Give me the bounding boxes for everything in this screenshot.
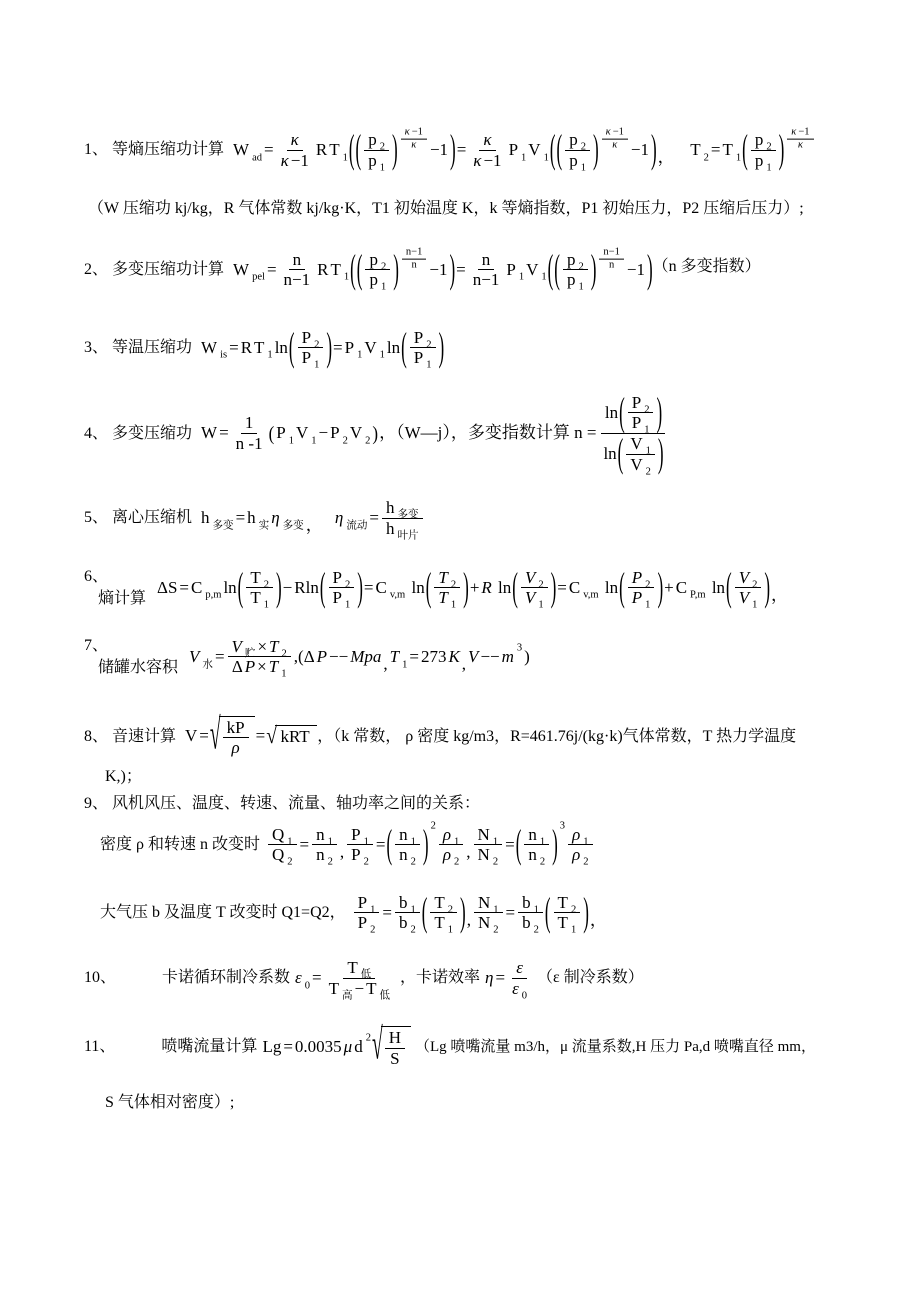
item-7-number: 7、 bbox=[84, 637, 109, 655]
item-2 bbox=[84, 246, 864, 293]
item-10 bbox=[84, 958, 864, 1001]
item-9-line-2-prefix: 大气压 b 及温度 T 改变时 Q1=Q2， bbox=[100, 904, 346, 922]
item-11-prefix: 喷嘴流量计算 bbox=[161, 1038, 258, 1056]
tank-water-volume-formula: V 水 = V 贮 × T 2 Δ P × T 1 ,(Δ P −− Mpa , T 1 = 273 K , V −− m 3 ) bbox=[189, 636, 530, 680]
item-1-label: 1、 等熵压缩功计算 bbox=[84, 141, 225, 159]
polytropic-work-formula: W pel = $\frac{n}{n-1}$ R T 1 ( ( p 2 p 1 ) $\frac{n-1}{n}$ −1 ) = $\frac{n}{n-1}$ P 1 V 1 ( ( p 2 p 1 ) $\frac{n-1}{n}$ −1 ) bbox=[233, 246, 653, 293]
item-4 bbox=[84, 389, 864, 477]
item-6-number: 6、 bbox=[84, 568, 109, 586]
item-10-prefix: 卡诺循环制冷系数 bbox=[162, 969, 291, 987]
item-3 bbox=[84, 324, 864, 371]
isothermal-work-formula: W is = R T 1 ln ( P 2 P 1 ) = P 1 V 1 ln ( P 2 P 1 ) bbox=[201, 324, 445, 371]
item-8 bbox=[84, 712, 864, 760]
item-8-note: ，（k 常数， ρ 密度 kg/m3，R=461.76j/(kg·k)气体常数，T 热力学温度 bbox=[317, 727, 797, 745]
fan-speed-density-formula: Q 1 Q 2 = n 1 n 2 , P 1 P 2 = ( n 1 n 2 ) 2 ρ 1 ρ 2 , N 1 N 2 = ( n 1 n 2 ) 3 ρ 1 ρ 2 bbox=[266, 825, 595, 865]
item-6-title: 熵计算 bbox=[98, 589, 147, 607]
item-9-line-1-prefix: 密度 ρ 和转速 n 改变时 bbox=[100, 836, 260, 854]
item-8-label: 8、 音速计算 bbox=[84, 727, 177, 745]
item-11 bbox=[84, 1023, 864, 1071]
isentropic-work-formula: W ad = κ κ −1 R T 1 ( ( p 2 p 1 ) κ −1 κ −1 ) = κ κ −1 P 1 V 1 ( ( p 2 p 1 ) κ −1 κ −1 ) ， T 2 = T 1 ( p 2 p 1 ) κ −1 κ bbox=[232, 130, 816, 170]
item-2-label: 2、 多变压缩功计算 bbox=[84, 260, 225, 278]
item-5-label: 5、 离心压缩机 bbox=[84, 509, 193, 527]
item-11-number: 11、 bbox=[84, 1038, 116, 1056]
item-6-label bbox=[84, 566, 146, 609]
item-2-tail: （n 多变指数） bbox=[652, 258, 761, 276]
entropy-formula: ΔS = C p,m ln ( T 2 T 1 ) − Rln ( P 2 P 1 ) = C v,m ln ( T 2 T 1 ) + R ln ( V 2 V 1 ) = C v,m ln ( P 2 P 1 ) + C P,m ln ( V 2 V 1 ) ， bbox=[157, 564, 789, 611]
carnot-efficiency-formula: η = ε ε 0 bbox=[485, 958, 528, 1001]
item-4-label: 4、 多变压缩功 bbox=[84, 424, 193, 442]
item-3-label: 3、 等温压缩功 bbox=[84, 339, 193, 357]
item-9-line-2 bbox=[100, 889, 864, 936]
sound-speed-formula: V = √ kP ρ = √ kRT bbox=[184, 716, 317, 758]
item-6 bbox=[84, 566, 864, 609]
item-7 bbox=[84, 635, 864, 678]
polytropic-index-formula: W = $\frac{1}{n -1}$ ( P 1 V 1 − P 2 V 2 ) ，（W—j），多变指数计算 n = ln ( P 2 P 1 ) ln ( V 1 V 2 ) bbox=[201, 389, 664, 477]
centrifugal-compressor-formula: h 多变 = h 实 η 多变 ， η 流动 = h 多变 h 叶片 bbox=[200, 498, 425, 538]
fan-pressure-temperature-formula: P 1 P 2 = b 1 b 2 ( T 2 T 1 ) , N 1 N 2 = b 1 b 2 ( T 2 T 1 ) ， bbox=[352, 893, 608, 933]
item-7-label bbox=[84, 635, 178, 678]
item-5 bbox=[84, 498, 864, 541]
item-10-mid: ，卡诺效率 bbox=[400, 969, 481, 987]
item-8-note-2: K,)； bbox=[105, 767, 142, 785]
item-9-line-1 bbox=[100, 820, 864, 868]
nozzle-flow-formula: Lg = 0.0035 μ d 2 √ H S bbox=[261, 1026, 411, 1068]
item-1-note: （W 压缩功 kj/kg，R 气体常数 kj/kg·K，T1 初始温度 K，k 等熵指数，P1 初始压力，P2 压缩后压力）; bbox=[88, 200, 804, 218]
carnot-coefficient-formula: ε 0 = T 低 T 高 − T 低 bbox=[295, 958, 391, 1001]
item-11-note-2: S 气体相对密度）; bbox=[105, 1094, 235, 1112]
item-10-tail: （ε 制冷系数） bbox=[537, 969, 644, 987]
item-1 bbox=[84, 126, 864, 173]
item-7-title: 储罐水容积 bbox=[98, 658, 179, 676]
item-11-note: （Lg 喷嘴流量 m3/h，μ 流量系数,H 压力 Pa,d 喷嘴直径 mm， bbox=[415, 1039, 816, 1056]
item-9-heading: 9、 风机风压、温度、转速、流量、轴功率之间的关系： bbox=[84, 795, 481, 813]
item-10-number: 10、 bbox=[84, 969, 117, 987]
